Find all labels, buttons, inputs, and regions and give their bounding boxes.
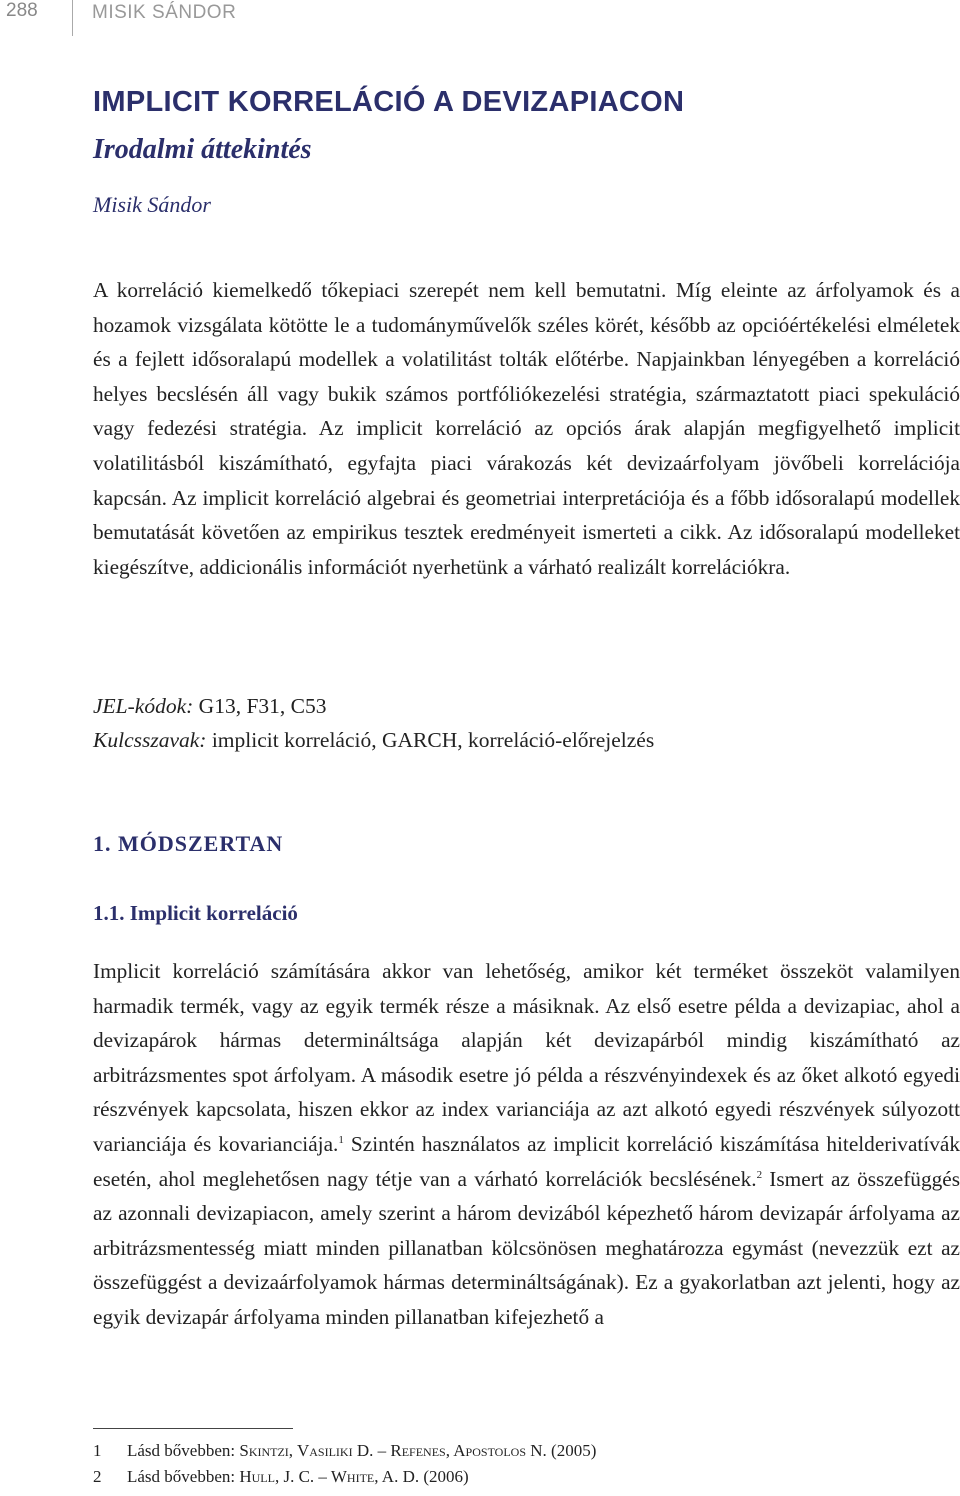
footnote-year: (2005) — [546, 1441, 597, 1460]
keywords-value: implicit korreláció, GARCH, korreláció-előrejelzés — [211, 728, 655, 752]
running-head: MISIK SÁNDOR — [92, 2, 237, 23]
keywords-label: Kulcsszavak: — [93, 728, 207, 752]
footnote — [93, 1441, 596, 1461]
footnote-authors: Skintzi, Vasiliki D. – Refenes, Apostolos N. — [239, 1441, 547, 1460]
section-heading: 1. MÓDSZERTAN — [93, 831, 284, 856]
article-title: IMPLICIT KORRELÁCIÓ A DEVIZAPIACON — [93, 86, 685, 118]
abstract: A korreláció kiemelkedő tőkepiaci szerepét nem kell bemutatni. Míg eleinte az árfolyamok és a hozamok vizsgálata kötötte le a tudományművelők széles körét, később az opcióértékelési elméletek és a fejlett idősoralapú modellek a volatilitást tolták előtérbe. Napjainkban lényegében a korreláció helyes becslésén áll vagy bukik számos portfóliókezelési stratégia, származtatott piaci spekuláció vagy fedezési stratégia. Az implicit korreláció az opciós árak alapján megfigyelhető implicit volatilitásból kiszámítható, egyfajta piaci várakozás két devizaárfolyam jövőbeli korrelációja kapcsán. Az implicit korreláció algebrai és geometriai interpretációja és a főbb idősoralapú modellek bemutatását követően az empirikus tesztek eredményeit ismerteti a cikk. Az idősoralapú modelleket kiegészítve, addicionális információt nyerhetünk a várható realizált korrelációkra. — [93, 278, 960, 579]
article-author: Misik Sándor — [93, 192, 211, 217]
footnote-authors: Hull, J. C. – White, A. D. — [239, 1467, 420, 1486]
page-number: 288 — [6, 0, 38, 21]
jel-value: G13, F31, C53 — [198, 694, 327, 718]
article-subtitle: Irodalmi áttekintés — [93, 134, 312, 165]
keywords — [93, 728, 654, 753]
jel-label: JEL-kódok: — [93, 694, 194, 718]
page-header — [0, 0, 960, 28]
jel-codes — [93, 694, 327, 719]
body-text-1: Implicit korreláció számítására akkor van lehetőség, amikor két terméket összeköt valamilyen harmadik termék, vagy az egyik termék része a másiknak. Az első esetre példa a devizapiac, ahol a devizapárok hármas determináltsága alapján két devizapárból mindig kiszámítható az arbitrázsmentes spot árfolyam. A második esetre jó példa a részvényindexek és az őket alkotó egyedi részvények kapcsolata, hiszen ekkor az index varianciája az azt alkotó egyedi részvények súlyozott varianciája és kovarianciája. — [93, 959, 960, 1156]
body-text-3: Ismert az összefüggés az azonnali devizapiacon, amely szerint a három devizából képezhető három devizapár árfolyama az arbitrázsmentesség miatt minden pillanatban kölcsönösen meghatározza egymást (nevezzük ezt az összefüggést a devizaárfolyamok hármas determináltságának). Ez a gyakorlatban azt jelenti, hogy az egyik devizapár árfolyama minden pillanatban kifejezhető a — [93, 1166, 960, 1329]
footnote-ref-2[interactable]: 2 — [756, 1168, 763, 1181]
footnote-year: (2006) — [419, 1467, 469, 1486]
footnote-prefix: Lásd bővebben: — [127, 1441, 240, 1460]
footnote-divider — [93, 1428, 293, 1429]
footnote-number: 2 — [93, 1467, 102, 1486]
footnote-ref-1[interactable]: 1 — [338, 1133, 344, 1146]
body-paragraph — [93, 954, 960, 1335]
footnote-prefix: Lásd bővebben: — [127, 1467, 240, 1486]
body-text-2: Szintén használatos az implicit korreláció kiszámítása hitelderivatívák esetén, ahol meglehetősen nagy tétje van a várható korrelációk becslésének. — [93, 1131, 960, 1191]
subsection-heading: 1.1. Implicit korreláció — [93, 901, 298, 925]
header-divider — [72, 0, 73, 36]
footnote-number: 1 — [93, 1441, 102, 1460]
footnote — [93, 1467, 469, 1487]
